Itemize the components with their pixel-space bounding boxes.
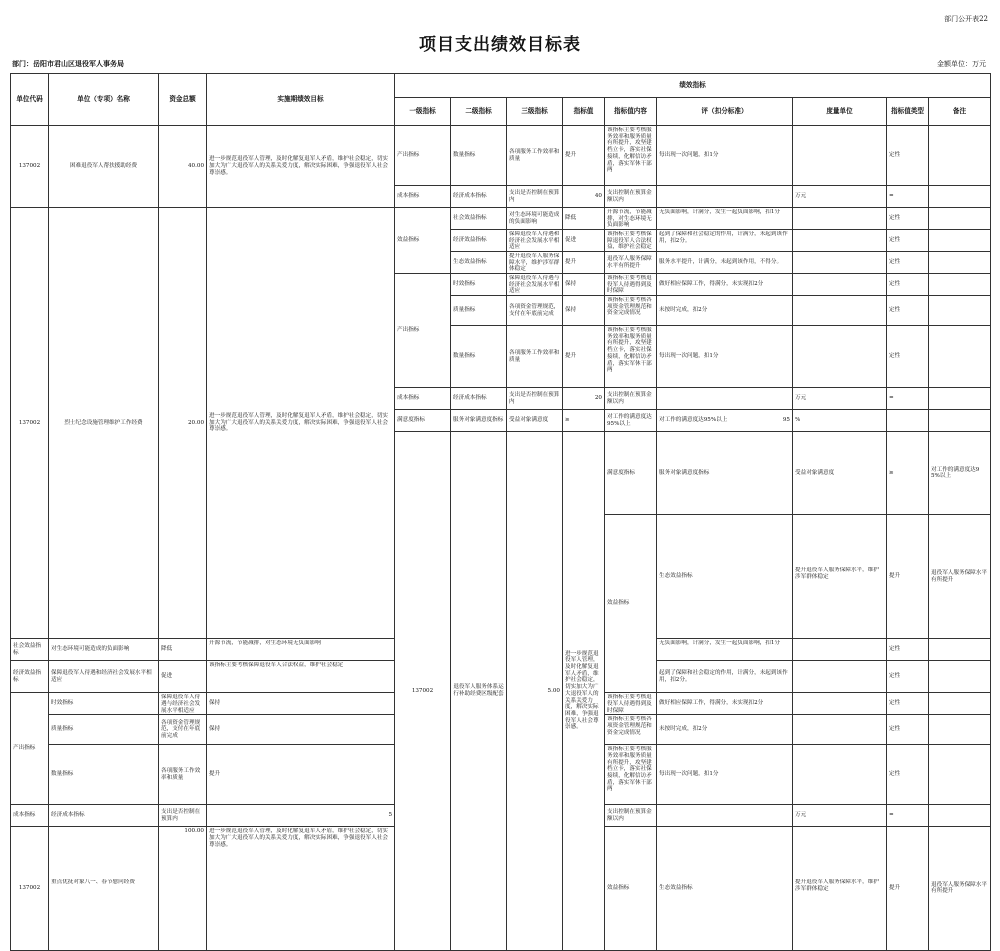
header-indicators: 绩效指标 (395, 74, 991, 98)
note-cell (929, 186, 991, 208)
level2-cell: 生态效益指标 (657, 827, 793, 951)
note-cell (929, 410, 991, 432)
level1-cell: 产出指标 (11, 693, 49, 805)
type-cell: 定性 (887, 274, 929, 296)
level3-cell: 各项服务工作效率和质量 (507, 126, 563, 186)
level3-cell: 保障退役军人待遇与经济社会发展水平相适应 (507, 274, 563, 296)
unit-code-cell: 137002 (11, 208, 49, 639)
level3-cell: 提升退役军人服务保障水平，维护涉军群体稳定 (793, 827, 887, 951)
type-cell: 定性 (887, 693, 929, 715)
content-cell: 该指标主要考核服务效率和服务质量有所提升，攻坚建档立卡，落实社保接续，化解信访矛盾，落实军休干部两 (605, 326, 657, 388)
value-cell: 促进 (563, 230, 605, 252)
measure-cell (793, 296, 887, 326)
note-cell (929, 805, 991, 827)
level3-cell: 对生态环境可能造成的负面影响 (507, 208, 563, 230)
level2-cell: 生态效益指标 (657, 515, 793, 639)
content-cell: 该指标主要考核退役军人待遇得到及时保障 (605, 693, 657, 715)
unit-code-cell: 137002 (11, 126, 49, 208)
level1-cell: 产出指标 (395, 274, 451, 388)
score-cell: 起到了保障和社会稳定的作用，计满分，未起到该作用，扣2分。 (657, 661, 793, 693)
value-cell: 40 (563, 186, 605, 208)
level2-cell: 数量指标 (451, 326, 507, 388)
measure-cell: 万元 (793, 186, 887, 208)
content-cell: 退役军人服务保障水平有所提升 (929, 515, 991, 639)
measure-cell: 万元 (793, 388, 887, 410)
score-cell: 无负面影响，计满分，发生一起负面影响，扣1分 (657, 639, 793, 661)
header-score: 评（扣分标准） (657, 98, 793, 126)
level2-cell: 经济效益指标 (11, 661, 49, 693)
value-cell: 提升 (207, 745, 395, 805)
unit-name-cell: 退役军人服务体系运行补助经费区级配套 (451, 432, 507, 951)
score-cell: 做好相应保障工作，得满分，未实现扣2分 (657, 693, 793, 715)
content-cell: 支出控制在预算金额以内 (605, 388, 657, 410)
content-cell: 对工作的满意度达95%以上 (605, 410, 657, 432)
department-label: 部门：岳阳市君山区退役军人事务局 (12, 59, 124, 68)
table-number-label: 部门公开表22 (944, 15, 988, 23)
content-cell: 该指标主要考核退役军人待遇得到及时保障 (605, 274, 657, 296)
measure-cell (793, 252, 887, 274)
content-cell: 该指标主要考核服务效率和服务质量有所提升，攻坚建档立卡，落实社保接续，化解信访矛盾，落实军休干部两 (605, 745, 657, 805)
header-level2: 二级指标 (451, 98, 507, 126)
value-cell: 保持 (207, 715, 395, 745)
score-cell (657, 186, 793, 208)
score-cell (657, 805, 793, 827)
type-cell: 定性 (887, 715, 929, 745)
note-cell (929, 639, 991, 661)
unit-code-cell: 137002 (395, 432, 451, 951)
level2-cell: 经济成本指标 (451, 186, 507, 208)
level1-cell: 效益指标 (395, 208, 451, 274)
score-cell: 服务水平提升，计满分，未起到该作用，不得分。 (657, 252, 793, 274)
level2-cell: 经济成本指标 (49, 805, 159, 827)
content-cell: 该指标主要考核服务效率和服务质量有所提升，攻坚建档立卡，落实社保接续，化解信访矛盾，落实军休干部两 (605, 126, 657, 186)
level2-cell: 时效指标 (49, 693, 159, 715)
score-cell: 对工作的满意度达95%以上 95 (657, 410, 793, 432)
type-cell: 定性 (887, 230, 929, 252)
level3-cell: 提升退役军人服务保障水平，维护涉军群体稳定 (793, 515, 887, 639)
type-cell: 定性 (887, 639, 929, 661)
header-type: 指标值类型 (887, 98, 929, 126)
score-cell: 每出现一次问题，扣1分 (657, 126, 793, 186)
note-cell (929, 693, 991, 715)
level2-cell: 生态效益指标 (451, 252, 507, 274)
content-cell: 该指标主要考核各项资金管理规范和资金完成情况 (605, 296, 657, 326)
table-row (11, 126, 991, 186)
header-unit-name: 单位（专项）名称 (49, 74, 159, 126)
value-cell: 降低 (159, 639, 207, 661)
content-cell: 退役军人服务保障水平有所提升 (929, 827, 991, 951)
level2-cell: 质量指标 (451, 296, 507, 326)
amount-cell: 5.00 (507, 432, 563, 951)
score-cell: 无负面影响，计满分，发生一起负面影响，扣1分 (657, 208, 793, 230)
type-cell: 定性 (887, 296, 929, 326)
value-cell: ≥ (563, 410, 605, 432)
measure-cell (793, 693, 887, 715)
amount-cell: 100.00 (159, 827, 207, 951)
measure-cell (793, 274, 887, 296)
level3-cell: 受益对象满意度 (793, 432, 887, 515)
header-measure: 度量单位 (793, 98, 887, 126)
unit-name-cell: 困难退役军人帮扶援助经费 (49, 126, 159, 208)
note-cell (929, 230, 991, 252)
note-cell (929, 745, 991, 805)
goal-cell: 进一步规范退役军人管理，及时化解复退军人矛盾，维护社会稳定，切实加大为广大退役军人的关系关爱力度，解决实际困难，争强退役军人社会尊崇感。 (207, 827, 395, 951)
level3-cell: 保障退役军人待遇和经济社会发展水平相适应 (49, 661, 159, 693)
note-cell (929, 274, 991, 296)
content-cell: 该指标主要考核保障退役军人合法权益，维护社会稳定 (207, 661, 395, 693)
score-cell: 做好相应保障工作，得满分，未实现扣2分 (657, 274, 793, 296)
content-cell: 支出控制在预算金额以内 (605, 805, 657, 827)
measure-cell (793, 661, 887, 693)
content-cell: 开源节流，节能减排，对生态环境无负面影响 (605, 208, 657, 230)
content-cell: 退役军人服务保障水平有所提升 (605, 252, 657, 274)
header-content: 指标值内容 (605, 98, 657, 126)
content-cell: 该指标主要考核各项资金管理规范和资金完成情况 (605, 715, 657, 745)
note-cell (929, 252, 991, 274)
note-cell (929, 661, 991, 693)
value-cell: 促进 (159, 661, 207, 693)
table-row (11, 208, 991, 230)
amount-cell: 40.00 (159, 126, 207, 208)
level3-cell: 保障退役军人待遇与经济社会发展水平相适应 (159, 693, 207, 715)
level1-cell: 满意度指标 (605, 432, 657, 515)
level2-cell: 社会效益指标 (11, 639, 49, 661)
header-value: 指标值 (563, 98, 605, 126)
score-cell: 未按时完成，扣2分 (657, 296, 793, 326)
score-cell: 每出现一次问题，扣1分 (657, 745, 793, 805)
content-cell: 支出控制在预算金额以内 (605, 186, 657, 208)
type-cell: 定性 (887, 745, 929, 805)
measure-cell: 万元 (793, 805, 887, 827)
level1-cell: 产出指标 (395, 126, 451, 186)
content-cell: 对工作的满意度达95%以上 (929, 432, 991, 515)
level1-cell: 成本指标 (395, 388, 451, 410)
level1-cell: 成本指标 (395, 186, 451, 208)
header-unit-code: 单位代码 (11, 74, 49, 126)
unit-name-cell: 烈士纪念设施管理维护工作经费 (49, 208, 159, 639)
level1-cell: 成本指标 (11, 805, 49, 827)
value-cell: 降低 (563, 208, 605, 230)
measure-cell (793, 208, 887, 230)
level2-cell: 经济成本指标 (451, 388, 507, 410)
goal-cell: 进一步规范退役军人管理，及时化解复退军人矛盾，维护社会稳定，切实加大为广大退役军人的关系关爱力度，解决实际困难，争强退役军人社会尊崇感。 (563, 432, 605, 951)
note-cell (929, 296, 991, 326)
measure-cell (793, 639, 887, 661)
value-cell: 提升 (563, 252, 605, 274)
measure-cell (793, 126, 887, 186)
note-cell (929, 326, 991, 388)
goal-cell: 进一步规范退役军人管理，及时化解复退军人矛盾，维护社会稳定，切实加大为广大退役军人的关系关爱力度，解决实际困难，争强退役军人社会尊崇感。 (207, 208, 395, 639)
value-cell: 20 (563, 388, 605, 410)
level3-cell: 提升退役军人服务保障水平，维护涉军群体稳定 (507, 252, 563, 274)
goal-cell: 进一步规范退役军人管理，及时化解复退军人矛盾，维护社会稳定，切实加大为广大退役军人的关系关爱力度，解决实际困难，争强退役军人社会尊崇感。 (207, 126, 395, 208)
level1-cell: 效益指标 (605, 515, 657, 693)
measure-cell (793, 230, 887, 252)
level2-cell: 经济效益指标 (451, 230, 507, 252)
amount-unit-label: 金额单位：万元 (937, 60, 986, 68)
header-note: 备注 (929, 98, 991, 126)
performance-goal-table (10, 73, 991, 951)
type-cell: 定性 (887, 661, 929, 693)
value-cell: 5 (207, 805, 395, 827)
level3-cell: 受益对象满意度 (507, 410, 563, 432)
level3-cell: 各项资金管理规范，支付在年底前完成 (507, 296, 563, 326)
level1-cell: 效益指标 (605, 827, 657, 951)
type-cell: 定性 (887, 252, 929, 274)
header-level3: 三级指标 (507, 98, 563, 126)
value-cell: 保持 (563, 296, 605, 326)
type-cell: = (887, 805, 929, 827)
value-cell: 提升 (563, 326, 605, 388)
header-total-funds: 资金总额 (159, 74, 207, 126)
score-cell: 起到了保障和社会稳定的作用，计满分，未起到该作用，扣2分。 (657, 230, 793, 252)
level2-cell: 数量指标 (49, 745, 159, 805)
value-cell: 保持 (207, 693, 395, 715)
type-cell: 定性 (887, 126, 929, 186)
value-cell: 提升 (563, 126, 605, 186)
level2-cell: 数量指标 (451, 126, 507, 186)
level3-cell: 支出是否控制在预算内 (507, 388, 563, 410)
level2-cell: 时效指标 (451, 274, 507, 296)
score-cell (657, 388, 793, 410)
content-cell: 该指标主要考核保障退役军人合法权益，维护社会稳定 (605, 230, 657, 252)
value-cell: 提升 (887, 515, 929, 639)
page-title: 项目支出绩效目标表 (419, 35, 581, 55)
value-cell: ≥ (887, 432, 929, 515)
value-cell: 保持 (563, 274, 605, 296)
unit-name-cell: 重点优抚对象八一、春节慰问经费 (49, 827, 159, 951)
type-cell: 定性 (887, 326, 929, 388)
measure-cell: % (793, 410, 887, 432)
measure-cell (793, 326, 887, 388)
measure-cell (793, 715, 887, 745)
level2-cell: 服务对象满意度指标 (451, 410, 507, 432)
level3-cell: 对生态环境可能造成的负面影响 (49, 639, 159, 661)
type-cell: = (887, 388, 929, 410)
level3-cell: 支出是否控制在预算内 (159, 805, 207, 827)
level2-cell: 社会效益指标 (451, 208, 507, 230)
note-cell (929, 208, 991, 230)
note-cell (929, 388, 991, 410)
header-level1: 一级指标 (395, 98, 451, 126)
measure-cell (793, 745, 887, 805)
unit-code-cell: 137002 (11, 827, 49, 951)
score-cell: 每出现一次问题，扣1分 (657, 326, 793, 388)
type-cell (887, 410, 929, 432)
type-cell: 定性 (887, 208, 929, 230)
level1-cell: 满意度指标 (395, 410, 451, 432)
value-cell: 提升 (887, 827, 929, 951)
level3-cell: 各项资金管理规范，支付在年底前完成 (159, 715, 207, 745)
note-cell (929, 126, 991, 186)
type-cell: = (887, 186, 929, 208)
level2-cell: 服务对象满意度指标 (657, 432, 793, 515)
content-cell: 开源节流，节能减排，对生态环境无负面影响 (207, 639, 395, 661)
score-cell: 未按时完成，扣2分 (657, 715, 793, 745)
level3-cell: 各项服务工作效率和质量 (159, 745, 207, 805)
note-cell (929, 715, 991, 745)
header-goal: 实施期绩效目标 (207, 74, 395, 126)
level3-cell: 支出是否控制在预算内 (507, 186, 563, 208)
level3-cell: 各项服务工作效率和质量 (507, 326, 563, 388)
level2-cell: 质量指标 (49, 715, 159, 745)
level3-cell: 保障退役军人待遇和经济社会发展水平相适应 (507, 230, 563, 252)
amount-cell: 20.00 (159, 208, 207, 639)
